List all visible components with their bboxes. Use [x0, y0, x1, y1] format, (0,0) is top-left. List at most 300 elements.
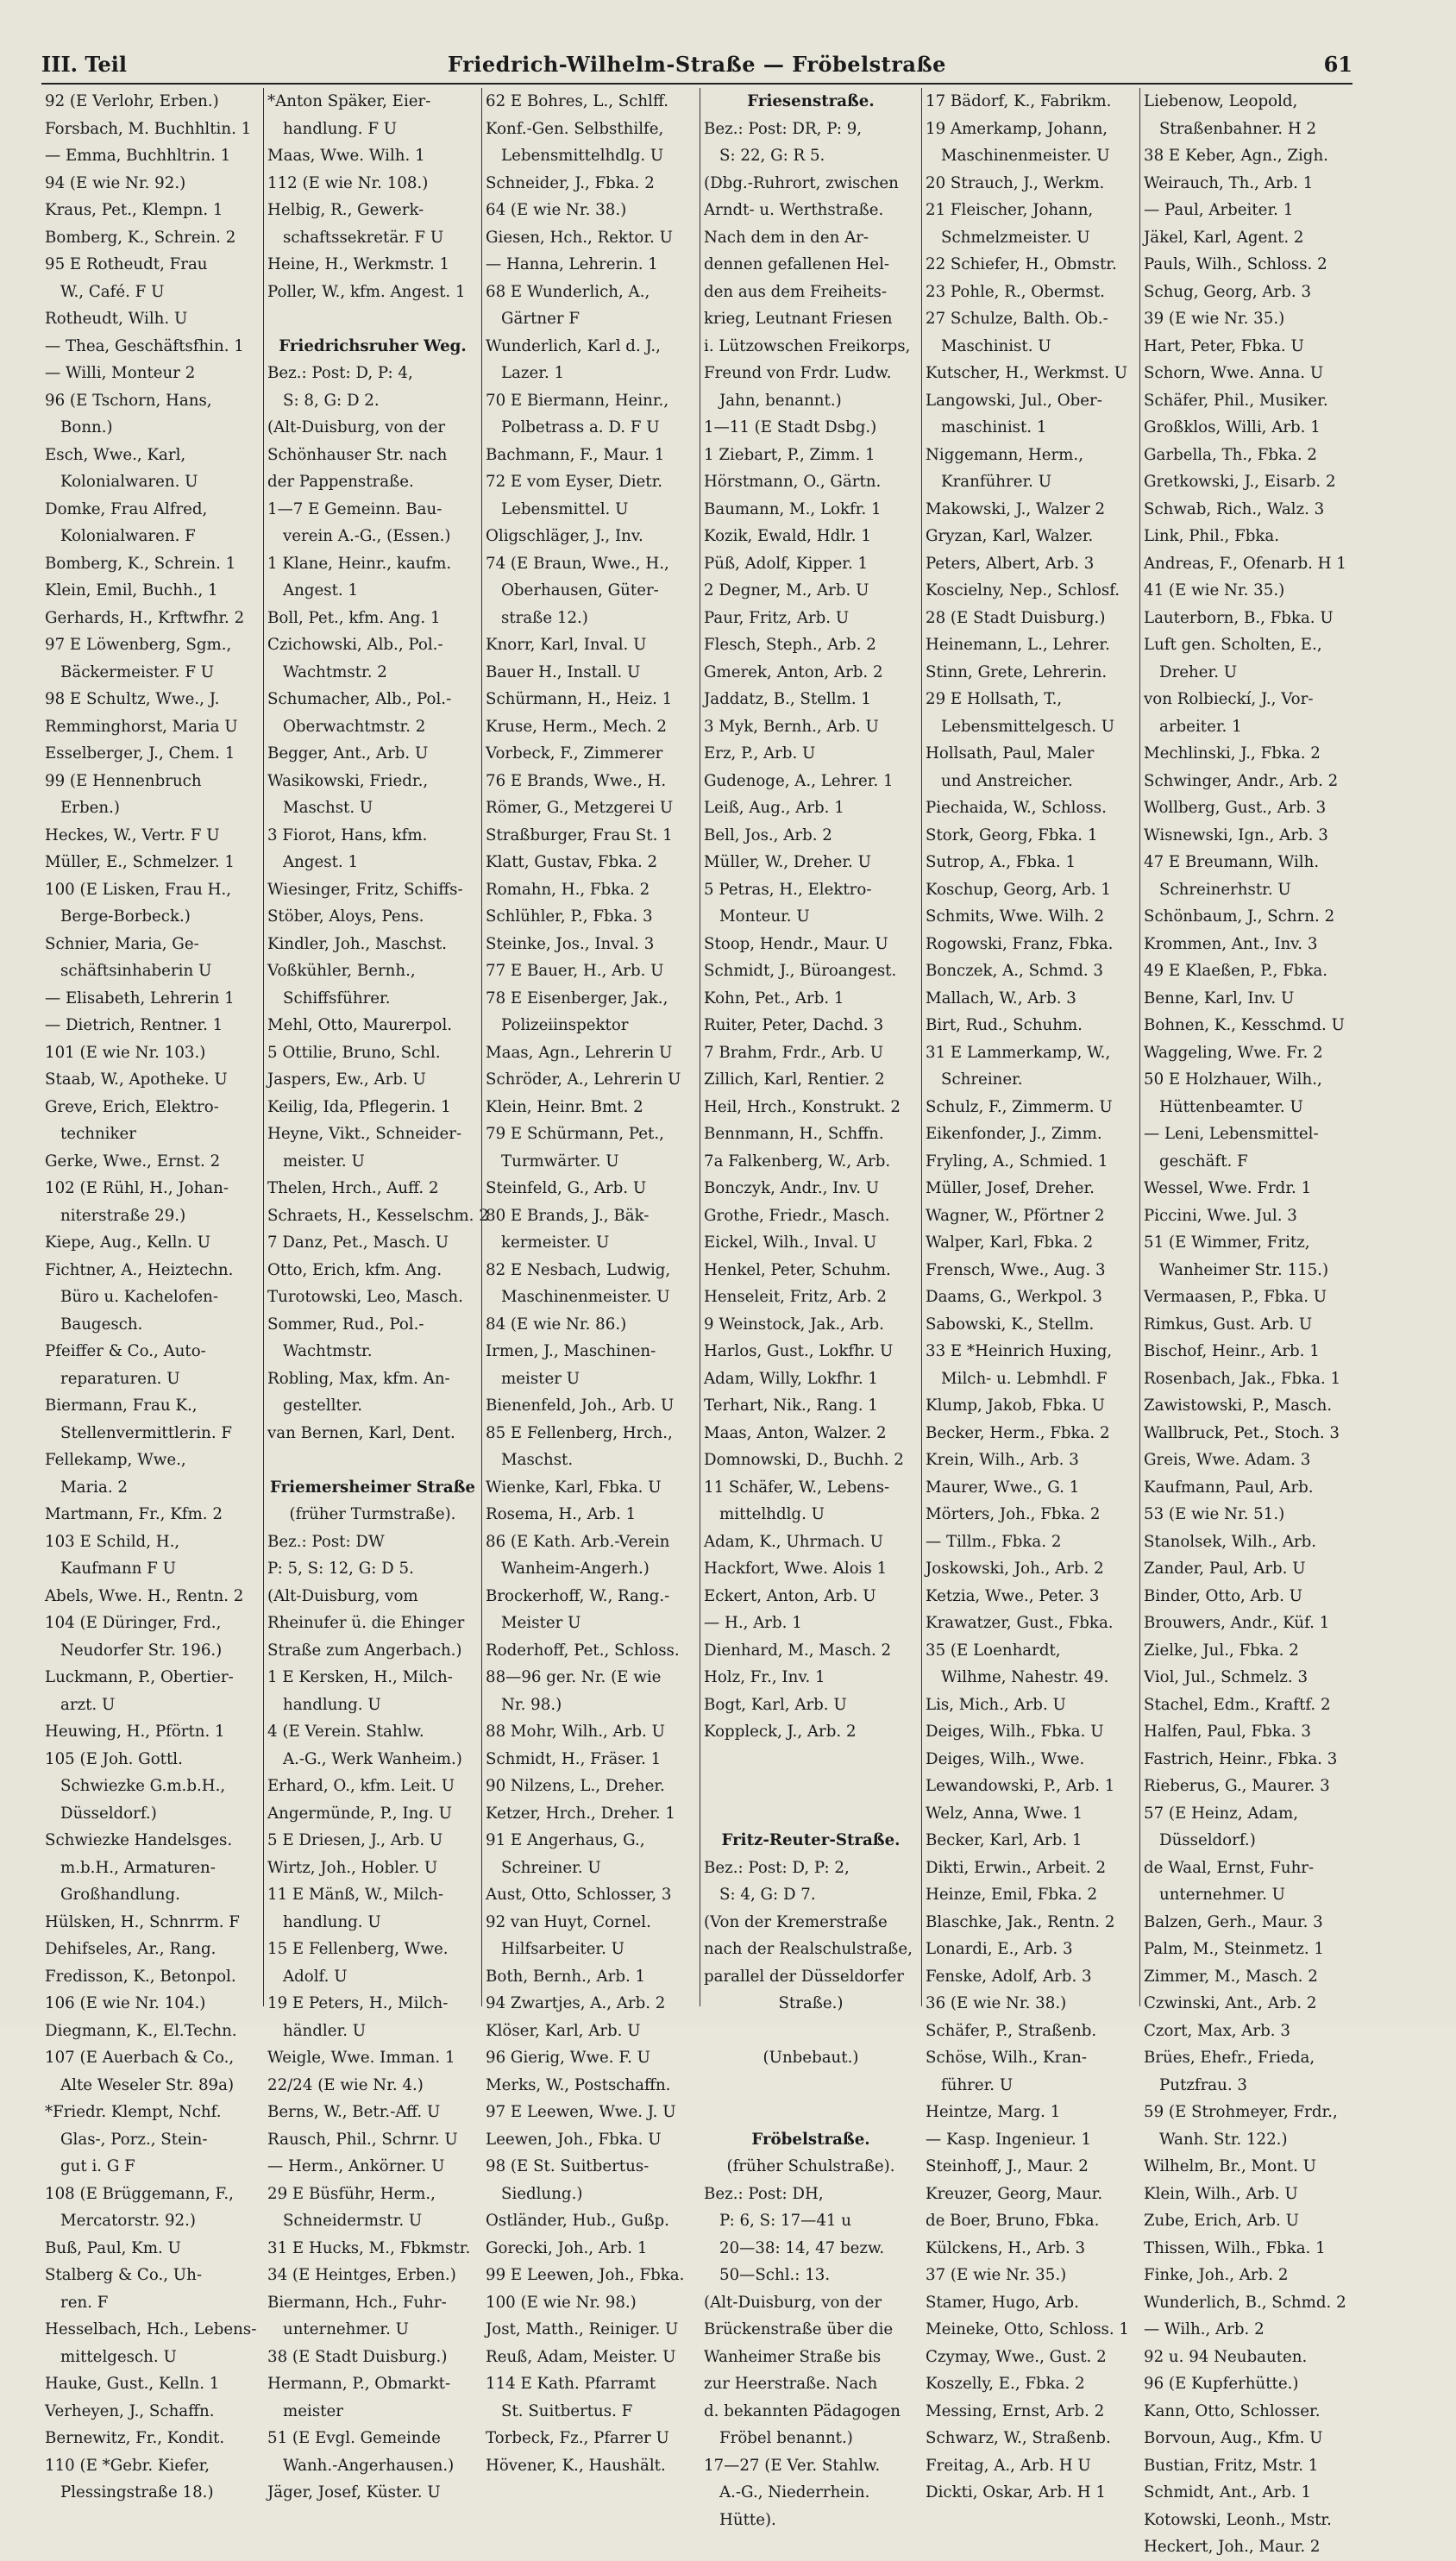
- directory-entry-line: Adam, K., Uhrmach. U: [704, 1532, 883, 1551]
- street-heading: Fröbelstraße.: [751, 2130, 870, 2149]
- directory-entry-line: Kozik, Ewald, Hdlr. 1: [704, 527, 871, 545]
- directory-entry-line: Wanheimer Str. 115.): [1159, 1260, 1329, 1279]
- directory-entry-line: Bäckermeister. F U: [60, 662, 215, 681]
- directory-entry-line: Erhard, O., kfm. Leit. U: [267, 1777, 455, 1795]
- directory-entry-line: gestellter.: [283, 1397, 362, 1415]
- directory-entry-line: Steinhoff, J., Maur. 2: [926, 2157, 1089, 2175]
- directory-entry-line: — Elisabeth, Lehrerin 1: [45, 989, 235, 1007]
- directory-entry-line: 23 Pohle, R., Obermst.: [926, 282, 1105, 301]
- directory-entry-line: Czymay, Wwe., Gust. 2: [926, 2347, 1107, 2366]
- directory-entry-line: Liebenow, Leopold,: [1144, 92, 1298, 110]
- directory-entry-line: kermeister. U: [501, 1233, 610, 1252]
- directory-entry-line: Rosema, H., Arb. 1: [486, 1505, 637, 1523]
- column-3: [481, 88, 700, 2475]
- directory-entry-line: A.-G., Werk Wanheim.): [283, 1749, 462, 1768]
- directory-entry-line: schäftsinhaberin U: [60, 962, 212, 980]
- directory-entry-line: Brouwers, Andr., Küf. 1: [1144, 1614, 1330, 1632]
- directory-entry-line: Adolf. U: [283, 1967, 348, 1986]
- directory-entry-line: — Emma, Buchhltrin. 1: [45, 147, 231, 165]
- directory-entry-line: parallel der Düsseldorfer: [704, 1967, 904, 1986]
- directory-entry-line: Bez.: Post: D, P: 4,: [267, 364, 413, 382]
- directory-entry-line: Diegmann, K., El.Techn.: [45, 2021, 237, 2040]
- directory-entry-line: S: 22, G: R 5.: [719, 147, 825, 165]
- directory-entry-line: 1 Ziebart, P., Zimm. 1: [704, 445, 875, 464]
- directory-entry-line: Weigle, Wwe. Imman. 1: [267, 2049, 455, 2067]
- directory-entry-line: Kolonialwaren. F: [60, 527, 196, 545]
- directory-entry-line: Baumann, M., Lokfr. 1: [704, 499, 882, 518]
- directory-entry-line: 31 E Hucks, M., Fbkmstr.: [267, 2238, 471, 2257]
- directory-entry-line: Wienke, Karl, Fbka. U: [486, 1478, 662, 1497]
- directory-entry-line: [704, 1746, 918, 1773]
- directory-entry-line: 88—96 ger. Nr. (E wie: [486, 1668, 662, 1686]
- directory-entry-line: Vorbeck, F., Zimmerer: [486, 744, 663, 763]
- directory-entry-line: Flesch, Steph., Arb. 2: [704, 636, 876, 654]
- directory-entry-line: Welz, Anna, Wwe. 1: [926, 1804, 1083, 1823]
- directory-entry-line: Straßenbahner. H 2: [1159, 119, 1317, 138]
- directory-entry-line: Kaufmann F U: [60, 1560, 176, 1578]
- directory-entry-line: Hövener, K., Haushält.: [486, 2456, 666, 2475]
- directory-entry-line: Schürmann, H., Heiz. 1: [486, 690, 673, 708]
- directory-entry-line: Schwinger, Andr., Arb. 2: [1144, 771, 1339, 790]
- directory-entry-line: Thissen, Wilh., Fbka. 1: [1144, 2238, 1326, 2257]
- directory-entry-line: Schäfer, Phil., Musiker.: [1144, 391, 1328, 410]
- directory-entry-line: 19 Amerkamp, Johann,: [926, 119, 1108, 138]
- directory-entry-line: Maschinist. U: [941, 336, 1051, 355]
- directory-entry-line: Mechlinski, J., Fbka. 2: [1144, 744, 1321, 763]
- directory-entry-line: Dikti, Erwin., Arbeit. 2: [926, 1858, 1107, 1877]
- directory-entry-line: Hollsath, Paul, Maler: [926, 744, 1095, 763]
- directory-entry-line: 96 Gierig, Wwe. F. U: [486, 2049, 651, 2067]
- directory-entry-line: reparaturen. U: [60, 1369, 180, 1388]
- directory-entry-line: Bonczyk, Andr., Inv. U: [704, 1179, 880, 1197]
- directory-entry-line: Zawistowski, P., Masch.: [1144, 1397, 1333, 1415]
- directory-entry-line: Schreiner. U: [501, 1858, 601, 1877]
- directory-entry-line: Rogowski, Franz, Fbka.: [926, 934, 1114, 953]
- directory-entry-line: Stellenvermittlerin. F: [60, 1423, 233, 1442]
- directory-entry-line: Andreas, F., Ofenarb. H 1: [1144, 554, 1346, 573]
- directory-entry-line: Koscielny, Nep., Schlosf.: [926, 581, 1120, 599]
- directory-entry-line: (Alt-Duisburg, von der: [704, 2293, 882, 2312]
- directory-entry-line: Maschinenmeister. U: [941, 147, 1110, 165]
- directory-entry-line: Henkel, Peter, Schuhm.: [704, 1260, 891, 1279]
- directory-entry-line: 104 (E Düringer, Frd.,: [45, 1614, 222, 1632]
- directory-entry-line: Heyne, Vikt., Schneider-: [267, 1125, 462, 1143]
- directory-entry-line: 1—11 (E Stadt Dsbg.): [704, 418, 877, 436]
- directory-entry-line: Arndt- u. Werthstraße.: [704, 201, 884, 219]
- column-6: [1139, 88, 1352, 2556]
- directory-entry-line: handlung. U: [283, 1912, 381, 1931]
- column-5: [921, 88, 1139, 2501]
- directory-entry-line: Klein, Emil, Buchh., 1: [45, 581, 218, 599]
- directory-entry-line: Brües, Ehefr., Frieda,: [1144, 2049, 1315, 2067]
- directory-entry-line: Heckert, Joh., Maur. 2: [1144, 2538, 1321, 2556]
- directory-entry-line: Mehl, Otto, Maurerpol.: [267, 1016, 453, 1034]
- directory-entry-line: Lazer. 1: [501, 364, 565, 382]
- directory-entry-line: 86 (E Kath. Arb.-Verein: [486, 1532, 670, 1551]
- directory-entry-line: Vermaasen, P., Fbka. U: [1144, 1288, 1327, 1306]
- directory-entry-line: Fröbel benannt.): [719, 2429, 853, 2447]
- directory-entry-line: 3 Myk, Bernh., Arb. U: [704, 717, 879, 736]
- directory-entry-line: Schumacher, Alb., Pol.-: [267, 690, 452, 708]
- directory-entry-line: Polizeiinspektor: [501, 1016, 629, 1034]
- directory-entry-line: 4 (E Verein. Stahlw.: [267, 1723, 424, 1741]
- directory-entry-line: Daams, G., Werkpol. 3: [926, 1288, 1102, 1306]
- directory-entry-line: Hart, Peter, Fbka. U: [1144, 336, 1304, 355]
- directory-entry-line: Czwinski, Ant., Arb. 2: [1144, 1994, 1317, 2012]
- directory-entry-line: Terhart, Nik., Rang. 1: [704, 1397, 878, 1415]
- directory-entry-line: Brockerhoff, W., Rang.-: [486, 1586, 670, 1605]
- directory-entry-line: Zillich, Karl, Rentier. 2: [704, 1070, 885, 1089]
- directory-entry-line: [267, 1447, 478, 1474]
- directory-entry-line: Angest. 1: [283, 853, 359, 871]
- directory-entry-line: Halfen, Paul, Fbka. 3: [1144, 1723, 1311, 1741]
- directory-entry-line: Großhandlung.: [60, 1886, 180, 1904]
- directory-entry-line: Turmwärter. U: [501, 1152, 619, 1171]
- directory-entry-line: Bez.: Post: DW: [267, 1532, 385, 1551]
- directory-entry-line: 74 (E Braun, Wwe., H.,: [486, 554, 669, 573]
- directory-entry-line: Müller, W., Dreher. U: [704, 853, 871, 871]
- directory-entry-line: krieg, Leutnant Friesen: [704, 310, 893, 328]
- directory-entry-line: und Anstreicher.: [941, 771, 1073, 790]
- directory-entry-line: Schlühler, P., Fbka. 3: [486, 907, 653, 926]
- directory-entry-line: 80 E Brands, J., Bäk-: [486, 1206, 650, 1225]
- directory-entry-line: 64 (E wie Nr. 38.): [486, 201, 627, 219]
- directory-entry-line: Abels, Wwe. H., Rentn. 2: [45, 1586, 244, 1605]
- directory-entry-line: Römer, G., Metzgerei U: [486, 799, 674, 817]
- directory-entry-line: arbeiter. 1: [1159, 717, 1242, 736]
- directory-entry-line: Schnier, Maria, Ge-: [45, 934, 199, 953]
- directory-entry-line: 7 Brahm, Frdr., Arb. U: [704, 1043, 884, 1062]
- directory-entry-line: 112 (E wie Nr. 108.): [267, 173, 429, 192]
- directory-entry-line: 15 E Fellenberg, Wwe.: [267, 1940, 449, 1958]
- directory-entry-line: 92 u. 94 Neubauten.: [1144, 2347, 1308, 2366]
- directory-entry-line: Luckmann, P., Obertier-: [45, 1668, 234, 1686]
- directory-entry-line: 41 (E wie Nr. 35.): [1144, 581, 1285, 599]
- directory-entry-line: Wachtmstr.: [283, 1342, 373, 1360]
- column-1: [41, 88, 263, 2501]
- directory-entry-line: Peters, Albert, Arb. 3: [926, 554, 1095, 573]
- directory-entry-line: Zielke, Jul., Fbka. 2: [1144, 1641, 1299, 1660]
- directory-entry-line: 95 E Rotheudt, Frau: [45, 255, 208, 273]
- directory-entry-line: Heuwing, H., Pförtn. 1: [45, 1723, 225, 1741]
- directory-entry-line: — Willi, Monteur 2: [45, 364, 196, 382]
- directory-entry-line: Domke, Frau Alfred,: [45, 499, 208, 518]
- directory-entry-line: Schwiezke Handelsges.: [45, 1831, 233, 1849]
- directory-entry-line: 91 E Angerhaus, G.,: [486, 1831, 645, 1849]
- directory-entry-line: handlung. U: [283, 1695, 381, 1714]
- directory-entry-line: Schönbaum, J., Schrn. 2: [1144, 907, 1335, 926]
- directory-entry-line: Wachtmstr. 2: [283, 662, 387, 681]
- directory-entry-line: Schmelzmeister. U: [941, 228, 1090, 247]
- directory-entry-line: Otto, Erich, kfm. Ang.: [267, 1260, 442, 1279]
- directory-entry-line: 50—Schl.: 13.: [719, 2266, 831, 2284]
- directory-entry-line: Düsseldorf.): [60, 1804, 157, 1823]
- directory-entry-line: Irmen, J., Maschinen-: [486, 1342, 656, 1360]
- directory-entry-line: techniker: [60, 1125, 136, 1143]
- directory-entry-line: Büro u. Kachelofen-: [60, 1288, 218, 1306]
- directory-entry-line: Hörstmann, O., Gärtn.: [704, 473, 882, 491]
- directory-entry-line: Heckes, W., Vertr. F U: [45, 825, 220, 844]
- directory-entry-line: Wunderlich, Karl d. J.,: [486, 336, 661, 355]
- directory-entry-line: 11 Schäfer, W., Lebens-: [704, 1478, 890, 1497]
- directory-entry-line: Kranführer. U: [941, 473, 1052, 491]
- directory-entry-line: — Hanna, Lehrerin. 1: [486, 255, 658, 273]
- directory-entry-line: 51 (E Wimmer, Fritz,: [1144, 1233, 1310, 1252]
- street-heading: Friemersheimer Straße: [269, 1478, 476, 1497]
- directory-entry-line: Lis, Mich., Arb. U: [926, 1695, 1066, 1714]
- directory-entry-line: [704, 1773, 918, 1800]
- directory-entry-line: Zube, Erich, Arb. U: [1144, 2212, 1299, 2230]
- directory-entry-line: Meineke, Otto, Schloss. 1: [926, 2320, 1129, 2338]
- directory-entry-line: Schraets, H., Kesselschm. 2: [267, 1206, 489, 1225]
- directory-entry-line: Koszelly, E., Fbka. 2: [926, 2375, 1085, 2393]
- directory-entry-line: Kann, Otto, Schlosser.: [1144, 2401, 1321, 2420]
- directory-entry-line: Hülsken, H., Schnrrm. F: [45, 1912, 240, 1931]
- directory-entry-line: Wiesinger, Fritz, Schiffs-: [267, 880, 463, 899]
- directory-entry-line: Gudenoge, A., Lehrer. 1: [704, 771, 894, 790]
- directory-entry-line: Benne, Karl, Inv. U: [1144, 989, 1295, 1007]
- street-heading: Friesenstraße.: [747, 92, 875, 110]
- directory-entry-line: Both, Bernh., Arb. 1: [486, 1967, 646, 1986]
- directory-entry-line: [704, 2072, 918, 2100]
- directory-entry-line: Schwab, Rich., Walz. 3: [1144, 499, 1325, 518]
- directory-entry-line: Schmidt, H., Fräser. 1: [486, 1749, 662, 1768]
- directory-entry-line: 22/24 (E wie Nr. 4.): [267, 2075, 424, 2094]
- directory-entry-line: händler. U: [283, 2021, 367, 2040]
- directory-entry-line: 100 (E Lisken, Frau H.,: [45, 880, 232, 899]
- directory-entry-line: Turotowski, Leo, Masch.: [267, 1288, 463, 1306]
- directory-entry-line: der Pappenstraße.: [267, 473, 414, 491]
- column-4: [700, 88, 921, 2529]
- page-header: [41, 50, 1352, 85]
- directory-entry-line: von Rolbieckí, J., Vor-: [1144, 690, 1314, 708]
- directory-entry-line: 57 (E Heinz, Adam,: [1144, 1804, 1299, 1823]
- directory-entry-line: Grothe, Friedr., Masch.: [704, 1206, 890, 1225]
- directory-entry-line: Jäkel, Karl, Agent. 2: [1144, 228, 1304, 247]
- directory-entry-line: Fredisson, K., Betonpol.: [45, 1967, 236, 1986]
- directory-entry-line: Luft gen. Scholten, E.,: [1144, 636, 1322, 654]
- directory-entry-line: 29 E Hollsath, T.,: [926, 690, 1063, 708]
- directory-entry-line: Heinemann, L., Lehrer.: [926, 636, 1110, 654]
- directory-entry-line: 99 E Leewen, Joh., Fbka.: [486, 2266, 685, 2284]
- directory-entry-line: Klein, Wilh., Arb. U: [1144, 2184, 1298, 2203]
- directory-entry-line: Adam, Willy, Lokfhr. 1: [704, 1369, 878, 1388]
- directory-entry-line: Stanolsek, Wilh., Arb.: [1144, 1532, 1317, 1551]
- directory-entry-line: Püß, Adolf, Kipper. 1: [704, 554, 869, 573]
- directory-entry-line: — Dietrich, Rentner. 1: [45, 1016, 223, 1034]
- directory-entry-line: [704, 1800, 918, 1828]
- directory-entry-line: 114 E Kath. Pfarramt: [486, 2375, 656, 2393]
- directory-entry-line: Remminghorst, Maria U: [45, 717, 238, 736]
- directory-entry-line: Biermann, Hch., Fuhr-: [267, 2293, 447, 2312]
- directory-entry-line: (Unbebaut.): [763, 2049, 859, 2067]
- directory-entry-line: Heine, H., Werkmstr. 1: [267, 255, 450, 273]
- directory-entry-line: 38 E Keber, Agn., Zigh.: [1144, 147, 1328, 165]
- directory-entry-line: Maas, Agn., Lehrerin U: [486, 1043, 673, 1062]
- directory-entry-line: Jaspers, Ew., Arb. U: [267, 1070, 426, 1089]
- directory-entry-line: 9 Weinstock, Jak., Arb.: [704, 1315, 884, 1334]
- directory-entry-line: Martmann, Fr., Kfm. 2: [45, 1505, 223, 1523]
- directory-entry-line: Eikenfonder, J., Zimm.: [926, 1125, 1102, 1143]
- directory-entry-line: Piccini, Wwe. Jul. 3: [1144, 1206, 1297, 1225]
- directory-entry-line: Messing, Ernst, Arb. 2: [926, 2401, 1105, 2420]
- directory-entry-line: S: 8, G: D 2.: [283, 391, 380, 410]
- directory-entry-line: Langowski, Jul., Ober-: [926, 391, 1102, 410]
- directory-entry-line: Schwiezke G.m.b.H.,: [60, 1777, 226, 1795]
- directory-entry-line: Schönhauser Str. nach: [267, 445, 448, 464]
- directory-entry-line: Sabowski, K., Stellm.: [926, 1315, 1095, 1334]
- directory-entry-line: Heintze, Marg. 1: [926, 2103, 1061, 2121]
- directory-entry-line: meister. U: [283, 1152, 365, 1171]
- directory-entry-line: 17—27 (E Ver. Stahlw.: [704, 2456, 881, 2475]
- directory-entry-line: — Kasp. Ingenieur. 1: [926, 2130, 1092, 2149]
- directory-entry-line: Schneider, J., Fbka. 2: [486, 173, 655, 192]
- directory-entry-line: Polbetrass a. D. F U: [501, 418, 660, 436]
- directory-entry-line: 97 E Löwenberg, Sgm.,: [45, 636, 232, 654]
- directory-entry-line: Voßkühler, Bernh.,: [267, 962, 416, 980]
- directory-entry-line: Glas-, Porz., Stein-: [60, 2130, 208, 2149]
- directory-entry-line: Rosenbach, Jak., Fbka. 1: [1144, 1369, 1341, 1388]
- directory-entry-line: Monteur. U: [719, 907, 810, 926]
- directory-entry-line: Freund von Frdr. Ludw.: [704, 364, 892, 382]
- directory-entry-line: 1—7 E Gemeinn. Bau-: [267, 499, 442, 518]
- directory-entry-line: 51 (E Evgl. Gemeinde: [267, 2429, 441, 2447]
- directory-entry-line: Bez.: Post: D, P: 2,: [704, 1858, 850, 1877]
- directory-entry-line: 92 van Huyt, Cornel.: [486, 1912, 651, 1931]
- directory-entry-line: Bell, Jos., Arb. 2: [704, 825, 832, 844]
- directory-entry-line: Bachmann, F., Maur. 1: [486, 445, 665, 464]
- directory-entry-line: führer. U: [941, 2075, 1014, 2094]
- directory-entry-line: — H., Arb. 1: [704, 1614, 802, 1632]
- directory-entry-line: Steinke, Jos., Inval. 3: [486, 934, 655, 953]
- directory-entry-line: Wanheimer Straße bis: [704, 2347, 882, 2366]
- directory-entry-line: de Waal, Ernst, Fuhr-: [1144, 1858, 1315, 1877]
- directory-entry-line: Schreinerhstr. U: [1159, 880, 1291, 899]
- directory-entry-line: 98 E Schultz, Wwe., J.: [45, 690, 220, 708]
- directory-entry-line: Gryzan, Karl, Walzer.: [926, 527, 1094, 545]
- directory-entry-line: Lebensmittelhdlg. U: [501, 147, 664, 165]
- directory-entry-line: 7a Falkenberg, W., Arb.: [704, 1152, 891, 1171]
- directory-entry-line: Wirtz, Joh., Hobler. U: [267, 1858, 438, 1877]
- directory-entry-line: Wagner, W., Pförtner 2: [926, 1206, 1105, 1225]
- directory-entry-line: Düsseldorf.): [1159, 1831, 1256, 1849]
- directory-entry-line: 22 Schiefer, H., Obmstr.: [926, 255, 1117, 273]
- directory-entry-line: 28 (E Stadt Duisburg.): [926, 608, 1106, 627]
- directory-entry-line: Romahn, H., Fbka. 2: [486, 880, 650, 899]
- directory-entry-line: Klöser, Karl, Arb. U: [486, 2021, 641, 2040]
- directory-entry-line: meister: [283, 2401, 343, 2420]
- directory-entry-line: Bohnen, K., Kesschmd. U: [1144, 1016, 1345, 1034]
- directory-entry-line: 100 (E wie Nr. 98.): [486, 2293, 637, 2312]
- directory-entry-line: Maschst. U: [283, 799, 373, 817]
- directory-entry-line: Mallach, W., Arb. 3: [926, 989, 1076, 1007]
- directory-entry-line: Piechaida, W., Schloss.: [926, 799, 1107, 817]
- directory-entry-line: Boll, Pet., kfm. Ang. 1: [267, 608, 441, 627]
- directory-entry-line: Fellekamp, Wwe.,: [45, 1451, 186, 1469]
- directory-entry-line: Stalberg & Co., Uh-: [45, 2266, 202, 2284]
- directory-entry-line: Külckens, H., Arb. 3: [926, 2238, 1086, 2257]
- directory-entry-line: Klump, Jakob, Fbka. U: [926, 1397, 1105, 1415]
- directory-entry-line: Fichtner, A., Heiztechn.: [45, 1260, 234, 1279]
- directory-entry-line: Rieberus, G., Maurer. 3: [1144, 1777, 1330, 1795]
- directory-entry-line: Gmerek, Anton, Arb. 2: [704, 662, 883, 681]
- directory-entry-line: Putzfrau. 3: [1159, 2075, 1247, 2094]
- directory-entry-line: Kreuzer, Georg, Maur.: [926, 2184, 1103, 2203]
- directory-entry-line: Bez.: Post: DH,: [704, 2184, 824, 2203]
- directory-entry-line: Maurer, Wwe., G. 1: [926, 1478, 1080, 1497]
- directory-entry-line: Hüttenbeamter. U: [1159, 1097, 1303, 1116]
- directory-entry-line: Straße zum Angerbach.): [267, 1641, 462, 1660]
- directory-entry-line: 20—38: 14, 47 bezw.: [719, 2238, 885, 2257]
- directory-entry-line: Hermann, P., Obmarkt-: [267, 2375, 451, 2393]
- directory-entry-line: Domnowski, D., Buchh. 2: [704, 1451, 904, 1469]
- column-2: [263, 88, 489, 2501]
- street-heading: Fritz-Reuter-Straße.: [721, 1831, 901, 1849]
- directory-entry-line: Wisnewski, Ign., Arb. 3: [1144, 825, 1328, 844]
- directory-entry-line: Rausch, Phil., Schrnr. U: [267, 2130, 458, 2149]
- directory-entry-line: Becker, Herm., Fbka. 2: [926, 1423, 1110, 1442]
- directory-entry-line: Ketzia, Wwe., Peter. 3: [926, 1586, 1100, 1605]
- directory-entry-line: (Alt-Duisburg, vom: [267, 1586, 418, 1605]
- directory-entry-line: Stamer, Hugo, Arb.: [926, 2293, 1079, 2312]
- directory-entry-line: Bonczek, A., Schmd. 3: [926, 962, 1104, 980]
- directory-entry-line: 19 E Peters, H., Milch-: [267, 1994, 449, 2012]
- directory-entry-line: Forsbach, M. Buchhltin. 1: [45, 119, 252, 138]
- directory-entry-line: Sutrop, A., Fbka. 1: [926, 853, 1076, 871]
- directory-entry-line: Finke, Joh., Arb. 2: [1144, 2266, 1289, 2284]
- directory-entry-line: — Thea, Geschäftsfhin. 1: [45, 336, 244, 355]
- directory-entry-line: Wilhelm, Br., Mont. U: [1144, 2157, 1316, 2175]
- directory-entry-line: Gerke, Wwe., Ernst. 2: [45, 1152, 221, 1171]
- directory-entry-line: 106 (E wie Nr. 104.): [45, 1994, 206, 2012]
- directory-entry-line: 68 E Wunderlich, A.,: [486, 282, 650, 301]
- directory-entry-line: Kaufmann, Paul, Arb.: [1144, 1478, 1314, 1497]
- directory-entry-line: Rimkus, Gust. Arb. U: [1144, 1315, 1313, 1334]
- directory-entry-line: m.b.H., Armaturen-: [60, 1858, 216, 1877]
- directory-entry-line: nach der Realschulstraße,: [704, 1940, 913, 1958]
- directory-entry-line: Angermünde, P., Ing. U: [267, 1804, 452, 1823]
- directory-entry-line: 78 E Eisenberger, Jak.,: [486, 989, 668, 1007]
- directory-entry-line: Hütte).: [719, 2510, 776, 2529]
- directory-entry-line: — Tillm., Fbka. 2: [926, 1532, 1062, 1551]
- directory-entry-line: (Von der Kremerstraße: [704, 1912, 888, 1931]
- directory-entry-line: Straßburger, Frau St. 1: [486, 825, 673, 844]
- directory-entry-line: 59 (E Strohmeyer, Frdr.,: [1144, 2103, 1338, 2121]
- directory-entry-line: Niggemann, Herm.,: [926, 445, 1083, 464]
- directory-entry-line: Merks, W., Postschaffn.: [486, 2075, 671, 2094]
- directory-entry-line: dennen gefallenen Hel-: [704, 255, 890, 273]
- directory-entry-line: Wanh.-Angerhausen.): [283, 2456, 455, 2475]
- directory-entry-line: Lebensmittelgesch. U: [941, 717, 1115, 736]
- directory-entry-line: Schmits, Wwe. Wilh. 2: [926, 907, 1105, 926]
- directory-entry-line: Alte Weseler Str. 89a): [60, 2075, 235, 2094]
- directory-entry-line: 92 (E Verlohr, Erben.): [45, 92, 219, 110]
- directory-entry-line: 50 E Holzhauer, Wilh.,: [1144, 1070, 1322, 1089]
- directory-entry-line: 97 E Leewen, Wwe. J. U: [486, 2103, 676, 2121]
- directory-entry-line: 107 (E Auerbach & Co.,: [45, 2049, 235, 2067]
- directory-entry-line: Bienenfeld, Joh., Arb. U: [486, 1397, 675, 1415]
- directory-entry-line: Palm, M., Steinmetz. 1: [1144, 1940, 1324, 1958]
- part-label: III. Teil: [41, 52, 127, 77]
- directory-entry-line: Kolonialwaren. U: [60, 473, 198, 491]
- directory-entry-line: Schorn, Wwe. Anna. U: [1144, 364, 1324, 382]
- directory-entry-line: Hilfsarbeiter. U: [501, 1940, 624, 1958]
- directory-entry-line: St. Suitbertus. F: [501, 2401, 633, 2420]
- directory-entry-line: Müller, E., Schmelzer. 1: [45, 853, 235, 871]
- directory-entry-line: Bauer H., Install. U: [486, 662, 641, 681]
- directory-entry-line: Link, Phil., Fbka.: [1144, 527, 1280, 545]
- directory-entry-line: Wallbruck, Pet., Stoch. 3: [1144, 1423, 1340, 1442]
